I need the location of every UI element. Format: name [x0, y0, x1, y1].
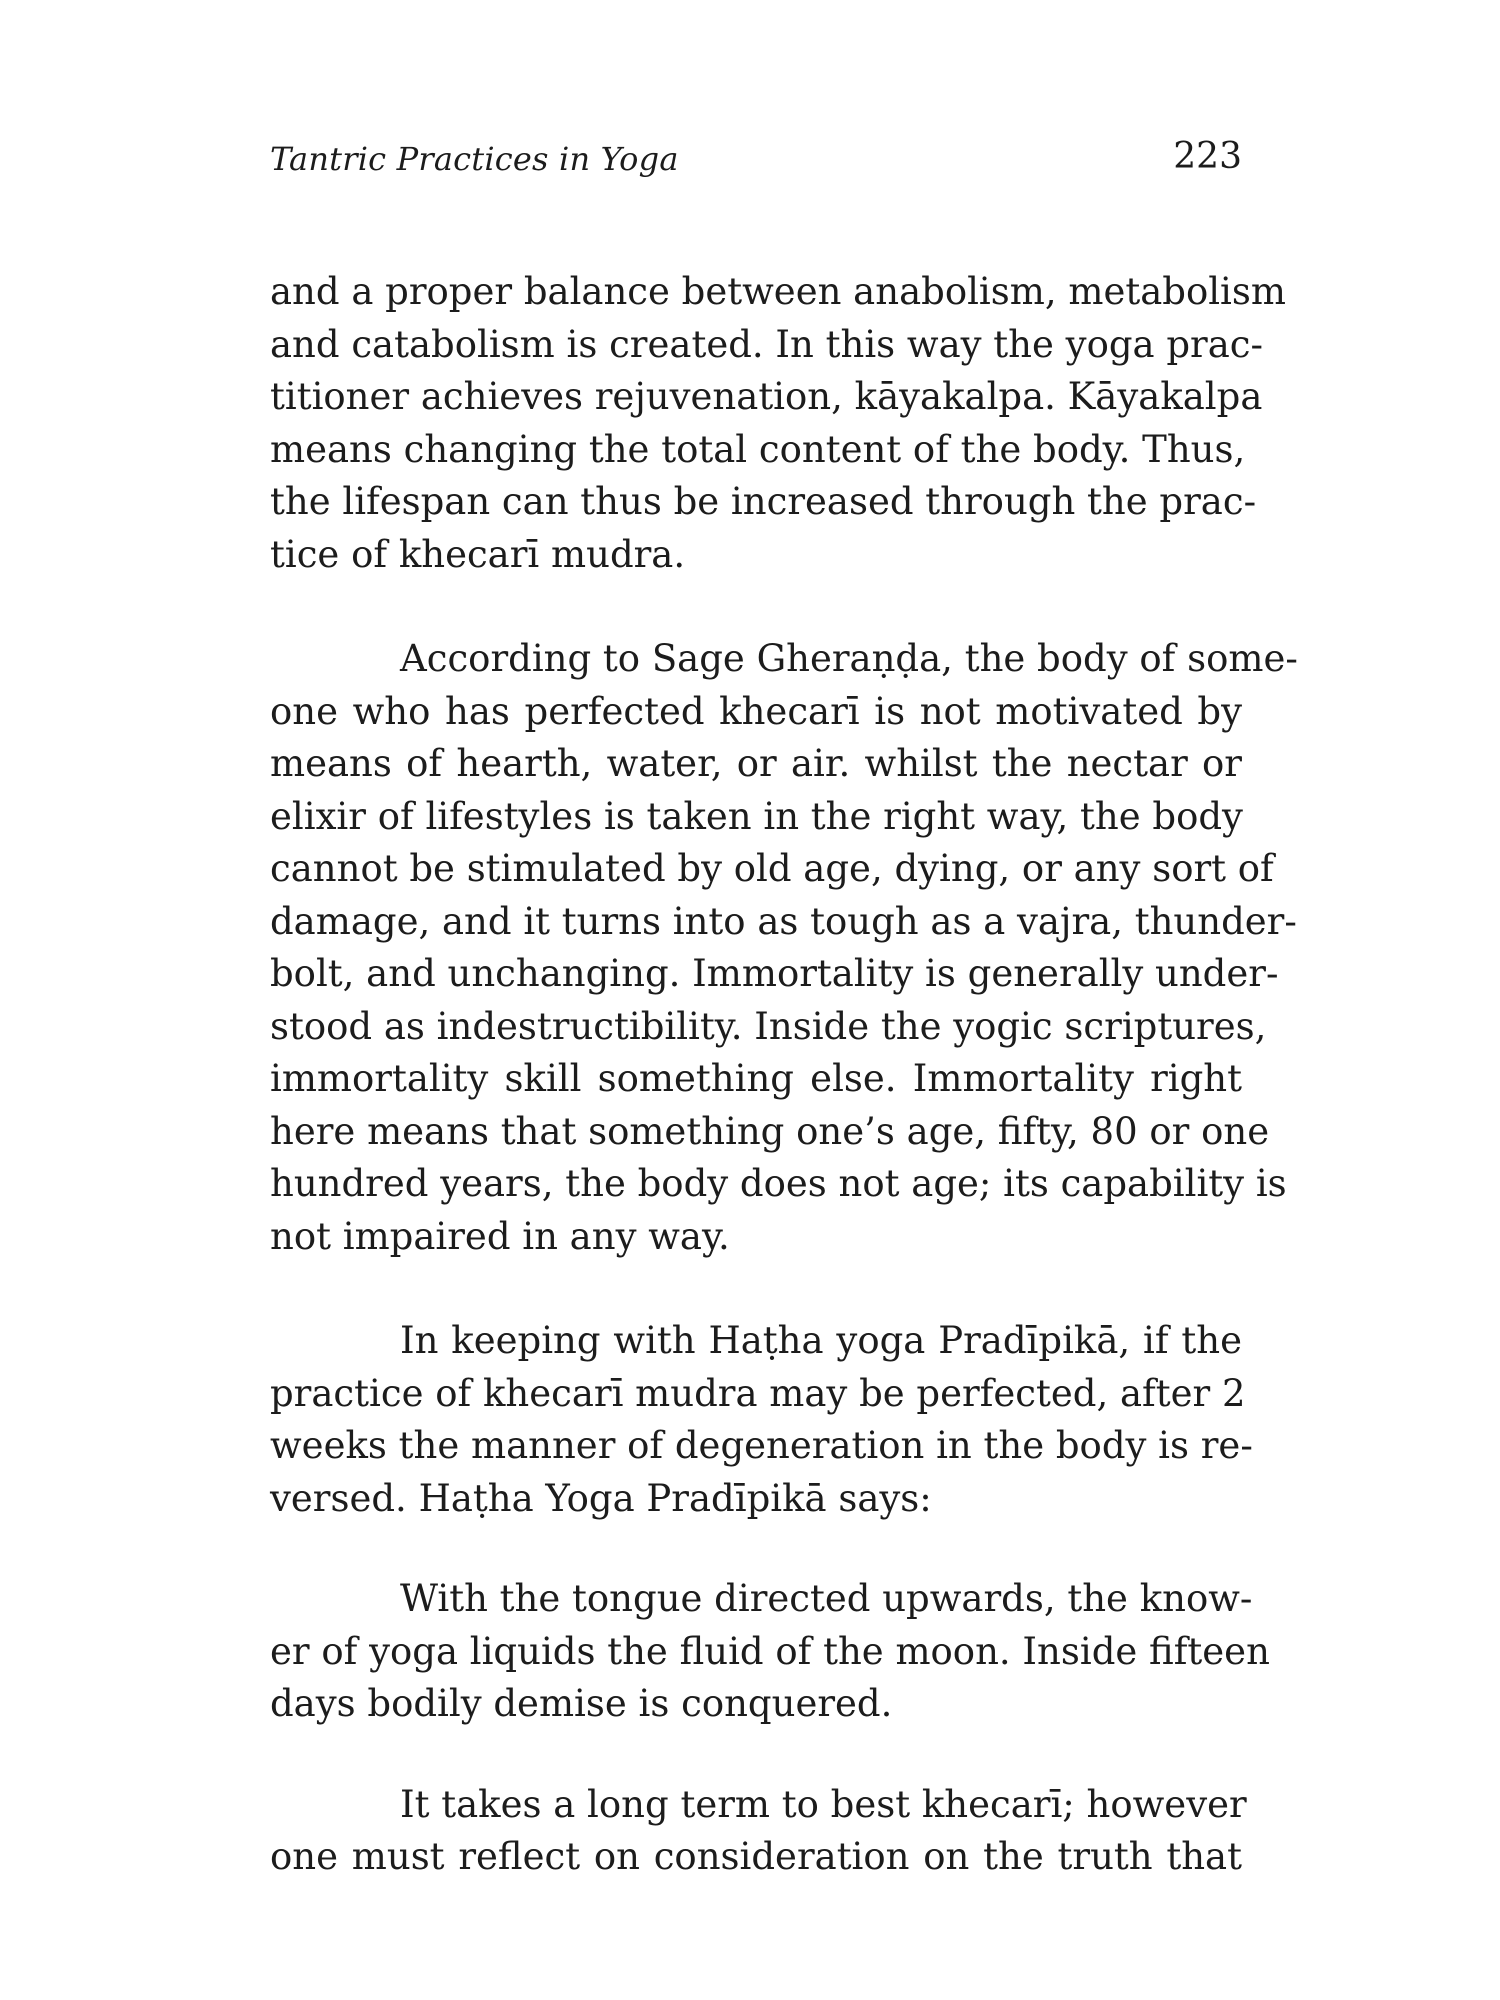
paragraph-gap: [270, 1731, 1242, 1779]
text-line: the lifespan can thus be increased through the prac-: [270, 480, 1257, 523]
text-line: hundred years, the body does not age; its capability is: [270, 1162, 1287, 1205]
paragraph-gap: [270, 1263, 1242, 1315]
text-line: practice of khecarī mudra may be perfected, after 2: [270, 1371, 1246, 1415]
text-line: here means that something one’s age, fifty, 80 or one: [270, 1109, 1270, 1153]
text-line: versed. Haṭha Yoga Pradīpikā says:: [270, 1476, 932, 1520]
block-quote: [270, 1573, 1270, 1731]
text-line: days bodily demise is conquered.: [270, 1682, 893, 1725]
paragraph-2: [270, 633, 1298, 1263]
text-line: one who has perfected khecarī is not motivated by: [270, 689, 1242, 733]
text-line: and catabolism is created. In this way the yoga prac-: [270, 322, 1264, 366]
text-line: According to Sage Gheraṇḍa, the body of some-: [400, 637, 1298, 680]
text-line: er of yoga liquids the fluid of the moon. Inside fifteen: [270, 1629, 1270, 1673]
text-line: It takes a long term to best khecarī; however: [400, 1782, 1247, 1826]
paragraph-gap: [270, 1525, 1242, 1573]
text-line: damage, and it turns into as tough as a vajra, thunder-: [270, 899, 1297, 943]
text-line: cannot be stimulated by old age, dying, or any sort of: [270, 847, 1274, 890]
text-line: In keeping with Haṭha yoga Pradīpikā, if the: [400, 1319, 1242, 1362]
text-line: immortality skill something else. Immortality right: [270, 1057, 1242, 1100]
text-line: means of hearth, water, or air. whilst the nectar or: [270, 742, 1242, 785]
paragraph-gap: [270, 581, 1242, 633]
running-title: Tantric Practices in Yoga: [270, 140, 679, 178]
text-line: With the tongue directed upwards, the know-: [400, 1577, 1253, 1620]
text-line: tice of khecarī mudra.: [270, 532, 686, 576]
text-line: not impaired in any way.: [270, 1214, 730, 1258]
running-head: [270, 136, 1242, 200]
paragraph-5: [270, 1779, 1247, 1884]
paragraph-1: [270, 266, 1286, 581]
text-line: titioner achieves rejuvenation, kāyakalpa. Kāyakalpa: [270, 375, 1263, 418]
text-line: bolt, and unchanging. Immortality is generally under-: [270, 952, 1279, 995]
text-line: one must reflect on consideration on the truth that: [270, 1835, 1242, 1878]
text-line: stood as indestructibility. Inside the yogic scriptures,: [270, 1004, 1267, 1048]
text-line: means changing the total content of the body. Thus,: [270, 427, 1246, 471]
text-line: weeks the manner of degeneration in the body is re-: [270, 1424, 1253, 1467]
text-line: elixir of lifestyles is taken in the right way, the body: [270, 794, 1243, 838]
page-number: 223: [1173, 136, 1242, 177]
body-text: [270, 266, 1298, 1884]
text-line: and a proper balance between anabolism, metabolism: [270, 270, 1286, 313]
paragraph-3: [270, 1315, 1253, 1525]
